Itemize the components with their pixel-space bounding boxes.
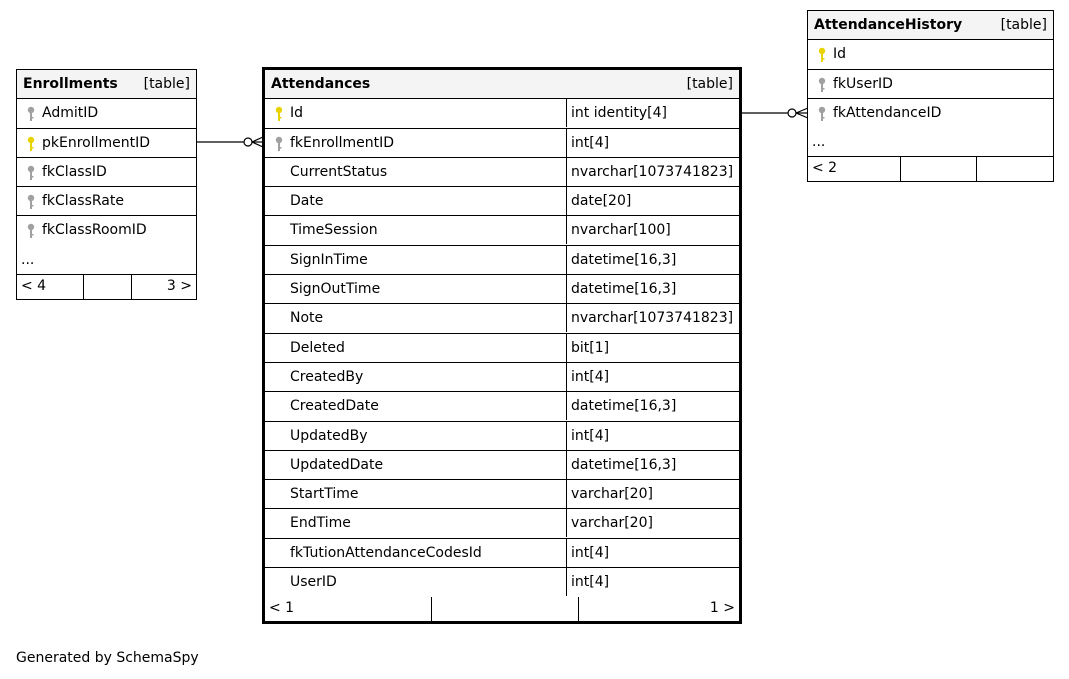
table-attendances[interactable]	[262, 67, 742, 624]
foreign-key-icon	[26, 165, 36, 181]
column-row[interactable]	[265, 363, 739, 392]
footer-divider	[900, 157, 901, 181]
column-row[interactable]	[265, 334, 739, 363]
column-name: fkUserID	[833, 75, 893, 92]
column-type: date[20]	[566, 187, 739, 215]
footer-divider	[431, 597, 432, 621]
column-name: CreatedDate	[290, 398, 379, 415]
column-name: fkEnrollmentID	[290, 134, 395, 151]
column-row[interactable]	[265, 422, 739, 451]
table-header[interactable]	[808, 11, 1053, 40]
column-list	[808, 40, 1053, 128]
column-type: int[4]	[566, 129, 739, 157]
column-row[interactable]	[265, 392, 739, 421]
column-type: datetime[16,3]	[566, 275, 739, 303]
foreign-key-icon	[274, 136, 284, 152]
column-row[interactable]	[265, 539, 739, 568]
column-name: fkTutionAttendanceCodesId	[290, 544, 482, 561]
column-row[interactable]	[17, 99, 196, 128]
column-name: fkClassRate	[42, 193, 124, 210]
relationship-attendances-attendancehistory	[741, 108, 808, 118]
column-row[interactable]	[265, 187, 739, 216]
footer-divider	[976, 157, 977, 181]
column-type: nvarchar[1073741823]	[566, 304, 739, 332]
column-name: fkClassID	[42, 163, 107, 180]
column-name: EndTime	[290, 515, 351, 532]
column-name: Deleted	[290, 339, 345, 356]
more-columns-label: ...	[21, 251, 35, 268]
column-row[interactable]	[808, 99, 1053, 128]
column-type: datetime[16,3]	[566, 246, 739, 274]
column-name: fkClassRoomID	[42, 222, 147, 239]
more-columns-label: ...	[812, 134, 826, 151]
parents-count[interactable]: < 2	[812, 160, 838, 177]
column-row[interactable]	[17, 158, 196, 187]
more-columns	[17, 246, 196, 275]
column-name: fkAttendanceID	[833, 104, 942, 121]
column-row[interactable]	[17, 129, 196, 158]
foreign-key-icon	[26, 106, 36, 122]
column-row[interactable]	[265, 480, 739, 509]
foreign-key-icon	[26, 223, 36, 239]
table-kind-label: [table]	[143, 76, 190, 92]
column-name: TimeSession	[290, 222, 378, 239]
column-row[interactable]	[265, 129, 739, 158]
column-type: datetime[16,3]	[566, 451, 739, 479]
column-name: CreatedBy	[290, 368, 364, 385]
column-type: int[4]	[566, 422, 739, 450]
column-row[interactable]	[265, 246, 739, 275]
column-name: StartTime	[290, 486, 359, 503]
primary-key-icon	[274, 106, 284, 122]
column-name: pkEnrollmentID	[42, 134, 151, 151]
column-type: int identity[4]	[566, 99, 739, 127]
column-name: SignInTime	[290, 251, 368, 268]
column-name: Date	[290, 193, 324, 210]
column-row[interactable]	[17, 187, 196, 216]
table-footer	[808, 157, 1053, 181]
column-name: UpdatedBy	[290, 427, 368, 444]
column-type: int[4]	[566, 539, 739, 567]
generated-by-label: Generated by SchemaSpy	[16, 650, 199, 666]
table-footer	[17, 275, 196, 299]
column-type: nvarchar[100]	[566, 216, 739, 244]
table-kind-label: [table]	[686, 76, 733, 92]
column-list	[17, 99, 196, 245]
column-name: CurrentStatus	[290, 163, 388, 180]
relationship-enrollments-attendances	[197, 137, 263, 147]
column-row[interactable]	[808, 40, 1053, 69]
column-type: datetime[16,3]	[566, 392, 739, 420]
table-header[interactable]	[17, 70, 196, 99]
children-count[interactable]: 3 >	[166, 278, 192, 295]
column-row[interactable]	[265, 304, 739, 333]
column-name: Id	[290, 105, 304, 122]
column-row[interactable]	[265, 451, 739, 480]
parents-count[interactable]: < 1	[269, 600, 295, 617]
primary-key-icon	[817, 47, 827, 63]
column-type: varchar[20]	[566, 509, 739, 537]
column-row[interactable]	[265, 509, 739, 538]
table-title: AttendanceHistory	[814, 17, 963, 33]
column-type: int[4]	[566, 568, 739, 596]
foreign-key-icon	[26, 194, 36, 210]
table-kind-label: [table]	[1000, 17, 1047, 33]
table-footer	[265, 597, 739, 621]
column-type: varchar[20]	[566, 480, 739, 508]
column-list	[265, 99, 739, 597]
column-type: nvarchar[1073741823]	[566, 158, 739, 186]
footer-divider	[131, 275, 132, 299]
column-type: int[4]	[566, 363, 739, 391]
column-name: Note	[290, 310, 324, 327]
column-row[interactable]	[265, 568, 739, 597]
parents-count[interactable]: < 4	[21, 278, 47, 295]
column-type: bit[1]	[566, 334, 739, 362]
column-name: AdmitID	[42, 105, 99, 122]
table-header[interactable]	[265, 70, 739, 99]
table-title: Attendances	[271, 76, 371, 92]
column-row[interactable]	[17, 216, 196, 245]
column-name: UserID	[290, 574, 337, 591]
table-enrollments[interactable]	[16, 69, 197, 300]
primary-key-icon	[26, 136, 36, 152]
column-row[interactable]	[265, 99, 739, 128]
more-columns	[808, 128, 1053, 157]
column-row[interactable]	[265, 275, 739, 304]
column-name: SignOutTime	[290, 281, 381, 298]
column-row[interactable]	[265, 158, 739, 187]
table-attendancehistory[interactable]	[807, 10, 1054, 182]
footer-divider	[83, 275, 84, 299]
footer-divider	[578, 597, 579, 621]
column-name: UpdatedDate	[290, 456, 384, 473]
column-row[interactable]	[265, 216, 739, 245]
column-row[interactable]	[808, 70, 1053, 99]
foreign-key-icon	[817, 77, 827, 93]
children-count[interactable]: 1 >	[709, 600, 735, 617]
table-title: Enrollments	[23, 76, 118, 92]
column-name: Id	[833, 46, 847, 63]
foreign-key-icon	[817, 106, 827, 122]
